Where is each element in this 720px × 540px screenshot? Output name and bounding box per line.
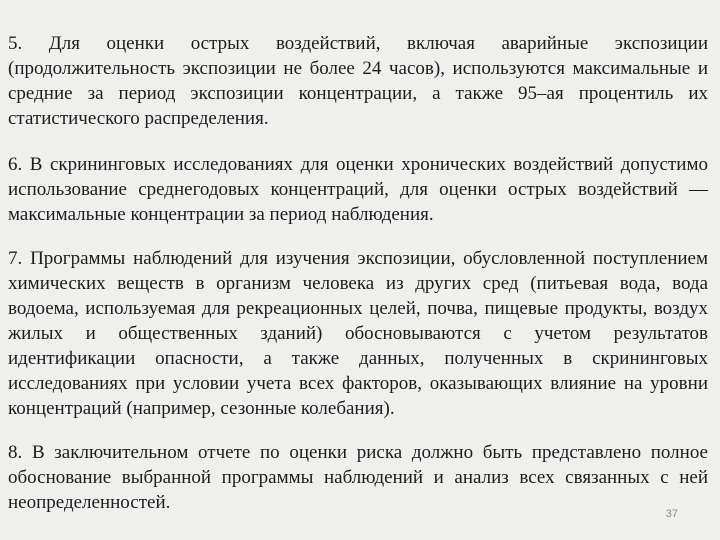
paragraph-5: 5. Для оценки острых воздействий, включая аварийные экспозиции (продолжительность экспозиции не более 24 часов), используются максимальные и средние за период экспозиции концентрации, а также 95–ая процентиль их статистического распределения.	[8, 33, 708, 129]
paragraph-7: 7. Программы наблюдений для изучения экспозиции, обусловленной поступлением химических веществ в организм человека из других сред (питьевая вода, вода водоема, используемая для рекреационных целей, почва, пищевые продукты, воздух жилых и общественных зданий) обосновываются с учетом результатов идентификации опасности, а также данных, полученных в скрининговых исследованиях при условии учета всех факторов, оказывающих влияние на уровни концентраций (например, сезонные колебания).	[8, 248, 708, 419]
paragraph-6: 6. В скрининговых исследованиях для оценки хронических воздействий допустимо использование среднегодовых концентраций, для оценки острых воздействий — максимальные концентрации за период наблюдения.	[8, 154, 708, 225]
paragraph-8: 8. В заключительном отчете по оценки риска должно быть представлено полное обоснование выбранной программы наблюдений и анализ всех связанных с ней неопределенностей.	[8, 442, 708, 513]
page-number: 37	[665, 508, 678, 520]
